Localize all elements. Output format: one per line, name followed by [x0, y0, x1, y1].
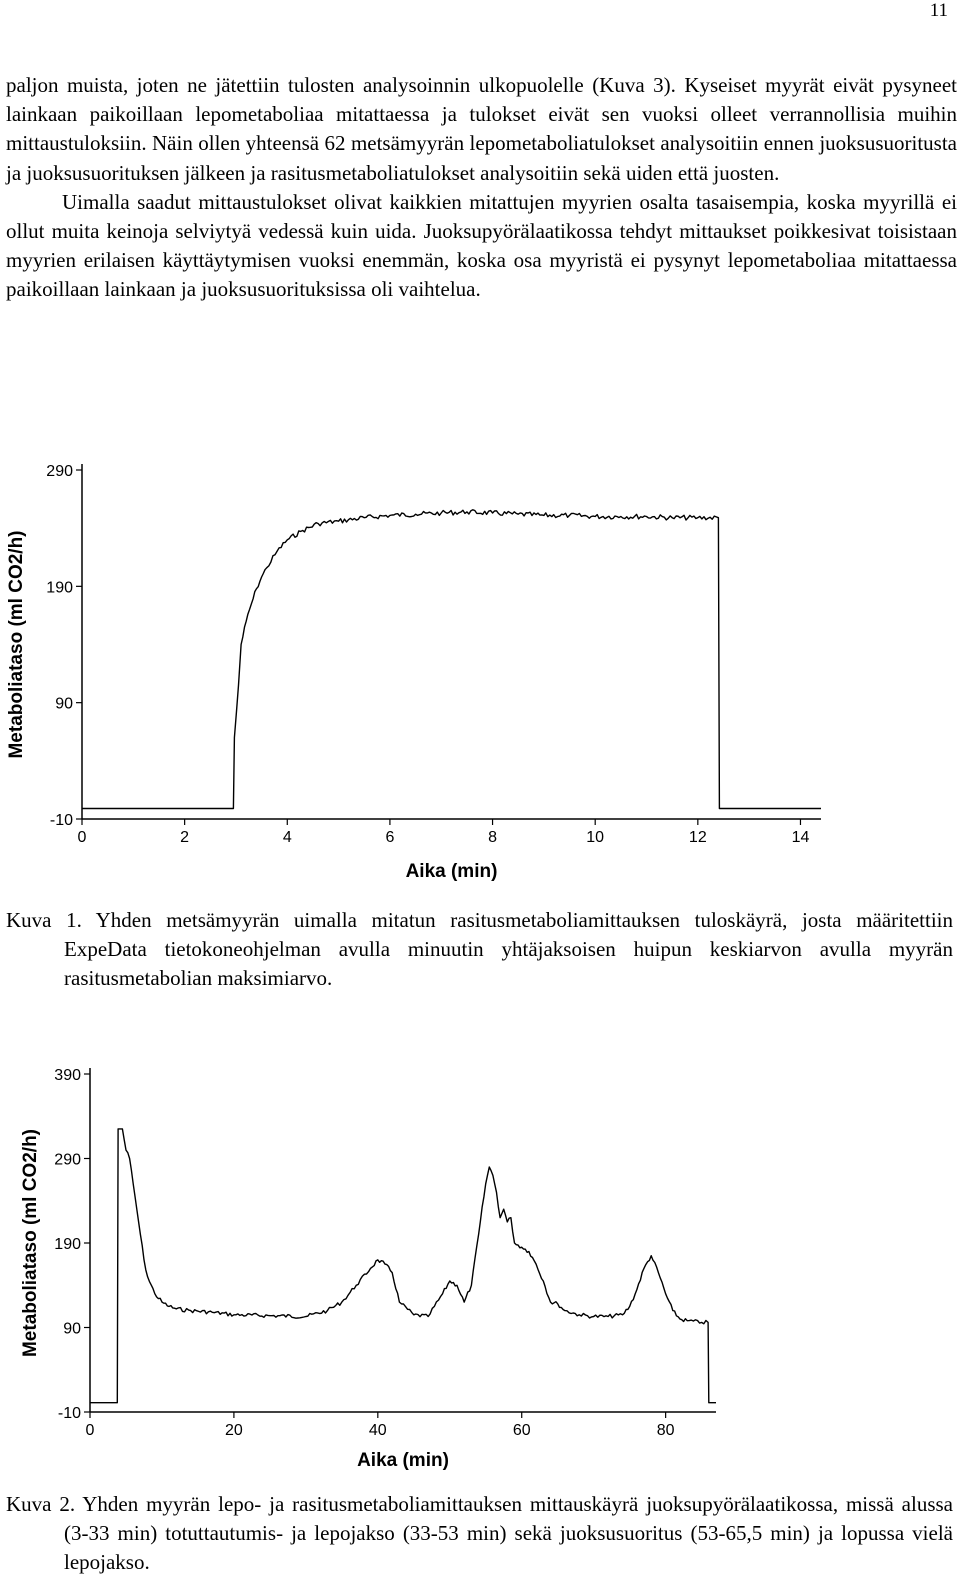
figure-2-caption: Kuva 2. Yhden myyrän lepo- ja rasitusmetaboliamittauksen mittauskäyrä juoksupyörälaatikossa, missä alussa (3-33 min) totuttautumis- ja lepojakso (33-53 min) sekä juoksusuoritus (53-65,5 min) ja lopussa vielä lepojakso. [6, 1492, 953, 1574]
y-tick-label: 90 [63, 1320, 81, 1338]
data-line [82, 510, 821, 809]
page-number: 11 [929, 0, 948, 21]
y-tick-label: 190 [46, 579, 73, 597]
y-axis-title: Metaboliataso (ml CO2/h) [20, 1128, 41, 1358]
y-tick-label: 90 [55, 695, 73, 713]
figure-1-caption: Kuva 1. Yhden metsämyyrän uimalla mitatun rasitusmetaboliamittauksen tuloskäyrä, josta määritettiin ExpeData tietokoneohjelman avulla minuutin yhtäjaksoisen huipun keskiarvon avulla myyrän rasitusmetabolian maksimiarvo. [6, 908, 953, 990]
figure-1-chart [0, 452, 840, 900]
figure-2-chart [0, 1058, 730, 1488]
y-tick-label: 290 [46, 463, 73, 480]
x-axis-title: Aika (min) [405, 861, 498, 882]
x-tick-label: 4 [282, 829, 292, 846]
y-tick-label: 390 [54, 1067, 81, 1084]
paragraph: Uimalla saadut mittaustulokset olivat kaikkien mitattujen myyrien osalta tasaisempia, koska myyrillä ei ollut muita keinoja selviytyä vedessä kuin uida. Juoksupyörälaatikossa tehdyt mittaukset poikkesivat toisistaan myyrien erilaisen käyttäytymisen vuoksi enemmän, koska osa myyristä ei pysynyt lepometaboliaa mitattaessa paikoillaan lainkaan ja juoksusuorituksissa oli vaihtelua. [6, 189, 957, 302]
x-tick-label: 20 [225, 1422, 243, 1439]
x-tick-label: 0 [85, 1422, 95, 1439]
y-tick-label: -10 [49, 812, 73, 829]
x-axis-title: Aika (min) [357, 1450, 449, 1471]
chart-1-svg [0, 452, 840, 900]
data-line [90, 1129, 716, 1403]
x-tick-label: 12 [688, 829, 707, 846]
x-tick-label: 40 [368, 1422, 387, 1439]
y-tick-label: -10 [57, 1405, 81, 1422]
x-tick-label: 14 [791, 829, 810, 846]
x-tick-label: 80 [656, 1422, 675, 1439]
paragraph: paljon muista, joten ne jätettiin tulosten analysoinnin ulkopuolelle (Kuva 3). Kyseiset myyrät eivät pysyneet lainkaan paikoillaan lepometaboliaa mitattaessa ja tulokset eivät sen vuoksi olleet verrannollisia muihin mittaustuloksiin. Näin ollen yhteensä 62 metsämyyrän lepometaboliatulokset analysoitiin ennen juoksusuoritusta ja juoksusuorituksen jälkeen ja rasitusmetaboliatulokset analysoitiin sekä uiden että juosten. [6, 73, 957, 185]
x-tick-label: 10 [586, 829, 605, 846]
body-text [6, 71, 957, 305]
x-tick-label: 2 [180, 829, 190, 846]
x-tick-label: 0 [77, 829, 87, 846]
y-tick-label: 190 [54, 1236, 81, 1253]
chart-2-svg [0, 1058, 730, 1488]
x-tick-label: 6 [385, 829, 395, 846]
y-axis-title: Metaboliataso (ml CO2/h) [6, 530, 27, 759]
x-tick-label: 8 [488, 829, 498, 846]
y-tick-label: 290 [54, 1151, 81, 1169]
x-tick-label: 60 [512, 1422, 531, 1439]
